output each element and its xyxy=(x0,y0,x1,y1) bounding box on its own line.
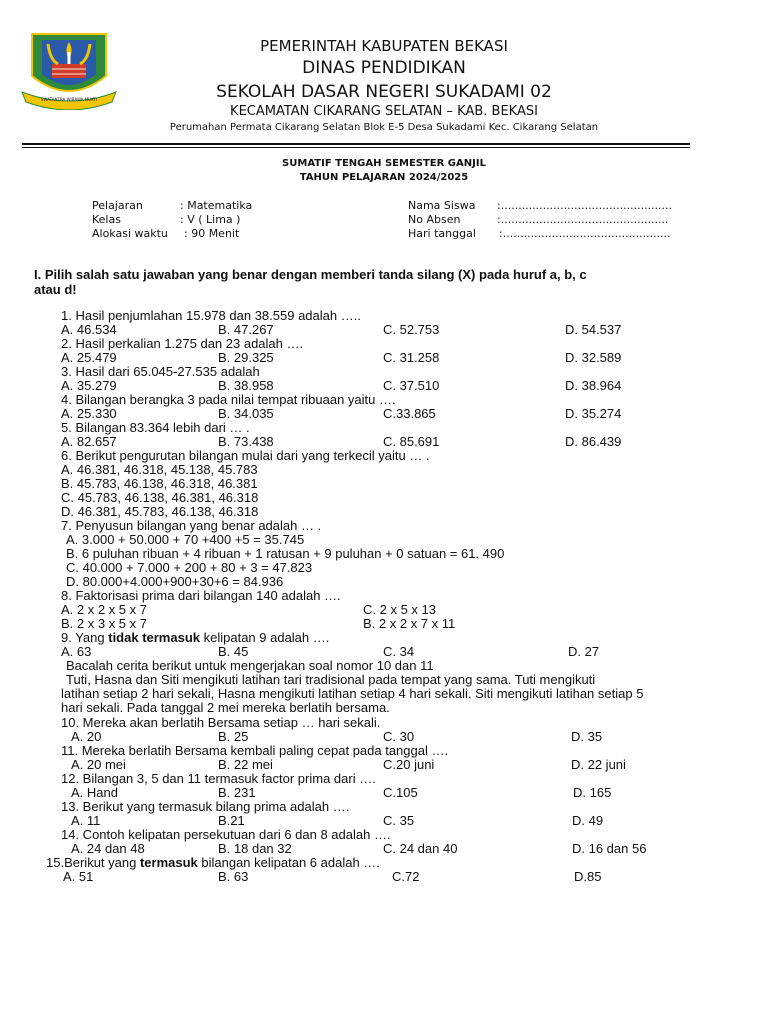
q6-option-d[interactable]: D. 46.381, 45.783, 46.138, 46.318 xyxy=(61,504,259,519)
header-line-2: DINAS PENDIDIKAN xyxy=(302,58,466,78)
q9-text-pre: 9. Yang xyxy=(61,630,109,645)
label-alokasi: Alokasi waktu xyxy=(92,227,168,240)
exam-year: TAHUN PELAJARAN 2024/2025 xyxy=(299,172,469,183)
q7-option-a[interactable]: A. 3.000 + 50.000 + 70 +400 +5 = 35.745 xyxy=(66,532,305,547)
q15-text-pre: 15.Berikut yang xyxy=(46,855,140,870)
q12-option-a[interactable]: A. Hand xyxy=(71,785,118,800)
question-15 xyxy=(46,855,380,870)
question-11: 11. Mereka berlatih Bersama kembali paling cepat pada tanggal …. xyxy=(61,743,449,758)
q14-option-d[interactable]: D. 16 dan 56 xyxy=(572,841,647,856)
q7-option-c[interactable]: C. 40.000 + 7.000 + 200 + 80 + 3 = 47.823 xyxy=(66,560,313,575)
question-14: 14. Contoh kelipatan persekutuan dari 6 dan 8 adalah …. xyxy=(61,827,391,842)
question-12: 12. Bilangan 3, 5 dan 11 termasuk factor prima dari …. xyxy=(61,771,376,786)
q3-option-d[interactable]: D. 38.964 xyxy=(565,378,622,393)
q15-option-a[interactable]: A. 51 xyxy=(63,869,94,884)
q4-option-c[interactable]: C.33.865 xyxy=(383,406,436,421)
header-rule-thick xyxy=(22,143,690,145)
q2-option-c[interactable]: C. 31.258 xyxy=(383,350,440,365)
question-3: 3. Hasil dari 65.045-27.535 adalah xyxy=(61,364,260,379)
story-line-2: latihan setiap 2 hari sekali, Hasna mengikuti latihan setiap 4 hari sekali. Siti mengikuti latihan setiap 5 xyxy=(61,686,644,701)
field-hari-tanggal[interactable]: :................................................ xyxy=(499,227,671,240)
header-district: KECAMATAN CIKARANG SELATAN – KAB. BEKASI xyxy=(230,104,538,119)
q13-option-b[interactable]: B.21 xyxy=(218,813,245,828)
q13-option-a[interactable]: A. 11 xyxy=(71,813,101,828)
exam-title: SUMATIF TENGAH SEMESTER GANJIL xyxy=(282,158,486,169)
q8-option-b[interactable]: B. 2 x 3 x 5 x 7 xyxy=(61,616,147,631)
q15-option-d[interactable]: D.85 xyxy=(574,869,602,884)
q1-option-d[interactable]: D. 54.537 xyxy=(565,322,622,337)
q13-option-c[interactable]: C. 35 xyxy=(383,813,415,828)
q5-option-a[interactable]: A. 82.657 xyxy=(61,434,117,449)
story-intro: Bacalah cerita berikut untuk mengerjakan soal nomor 10 dan 11 xyxy=(66,658,434,673)
question-4: 4. Bilangan berangka 3 pada nilai tempat ribuaan yaitu …. xyxy=(61,392,396,407)
q9-text-post: kelipatan 9 adalah …. xyxy=(200,630,330,645)
svg-text:SWATANTRA WIBAWA MUKTI: SWATANTRA WIBAWA MUKTI xyxy=(40,97,98,102)
q9-text-bold: tidak termasuk xyxy=(108,630,200,645)
q9-option-b[interactable]: B. 45 xyxy=(218,644,249,659)
question-10: 10. Mereka akan berlatih Bersama setiap … hari sekali. xyxy=(61,715,381,730)
q8-option-a[interactable]: A. 2 x 2 x 5 x 7 xyxy=(61,602,147,617)
q9-option-a[interactable]: A. 63 xyxy=(61,644,92,659)
instruction-line-2: atau d! xyxy=(34,282,77,297)
q12-option-c[interactable]: C.105 xyxy=(383,785,418,800)
value-alokasi: : 90 Menit xyxy=(184,227,240,240)
q12-option-d[interactable]: D. 165 xyxy=(573,785,612,800)
story-line-3: hari sekali. Pada tanggal 2 mei mereka berlatih bersama. xyxy=(61,700,390,715)
q15-text-bold: termasuk xyxy=(139,855,198,870)
q10-option-c[interactable]: C. 30 xyxy=(383,729,415,744)
q5-option-b[interactable]: B. 73.438 xyxy=(218,434,274,449)
q14-option-b[interactable]: B. 18 dan 32 xyxy=(218,841,292,856)
q1-option-b[interactable]: B. 47.267 xyxy=(218,322,274,337)
q15-option-c[interactable]: C.72 xyxy=(392,869,420,884)
q9-option-c[interactable]: C. 34 xyxy=(383,644,415,659)
q2-option-b[interactable]: B. 29.325 xyxy=(218,350,274,365)
q10-option-d[interactable]: D. 35 xyxy=(571,729,603,744)
q7-option-d[interactable]: D. 80.000+4.000+900+30+6 = 84.936 xyxy=(66,574,284,589)
question-2: 2. Hasil perkalian 1.275 dan 23 adalah …. xyxy=(61,336,304,351)
header-school-name: SEKOLAH DASAR NEGERI SUKADAMI 02 xyxy=(216,82,552,102)
q14-option-a[interactable]: A. 24 dan 48 xyxy=(71,841,145,856)
q5-option-c[interactable]: C. 85.691 xyxy=(383,434,440,449)
field-no-absen[interactable]: :................................................ xyxy=(497,213,669,226)
q2-option-a[interactable]: A. 25.479 xyxy=(61,350,117,365)
q11-option-c[interactable]: C.20 juni xyxy=(383,757,435,772)
q15-text-post: bilangan kelipatan 6 adalah …. xyxy=(197,855,380,870)
question-1: 1. Hasil penjumlahan 15.978 dan 38.559 adalah ….. xyxy=(61,308,361,323)
value-kelas: : V ( Lima ) xyxy=(180,213,241,226)
question-5: 5. Bilangan 83.364 lebih dari … . xyxy=(61,420,250,435)
q11-option-a[interactable]: A. 20 mei xyxy=(71,757,126,772)
story-line-1: Tuti, Hasna dan Siti mengikuti latihan tari tradisional pada tempat yang sama. Tuti mengikuti xyxy=(66,672,596,687)
q4-option-b[interactable]: B. 34.035 xyxy=(218,406,274,421)
q3-option-c[interactable]: C. 37.510 xyxy=(383,378,440,393)
q8-option-c[interactable]: C. 2 x 5 x 13 xyxy=(363,602,436,617)
q14-option-c[interactable]: C. 24 dan 40 xyxy=(383,841,458,856)
q9-option-d[interactable]: D. 27 xyxy=(568,644,600,659)
q13-option-d[interactable]: D. 49 xyxy=(572,813,604,828)
q4-option-d[interactable]: D. 35.274 xyxy=(565,406,622,421)
question-7: 7. Penyusun bilangan yang benar adalah … . xyxy=(61,518,322,533)
q3-option-a[interactable]: A. 35.279 xyxy=(61,378,117,393)
question-13: 13. Berikut yang termasuk bilang prima adalah …. xyxy=(61,799,350,814)
q15-option-b[interactable]: B. 63 xyxy=(218,869,249,884)
instruction-line-1: I. Pilih salah satu jawaban yang benar dengan memberi tanda silang (X) pada huruf a, b, c xyxy=(34,267,587,282)
label-pelajaran: Pelajaran xyxy=(92,199,143,212)
label-kelas: Kelas xyxy=(92,213,121,226)
label-no-absen: No Absen xyxy=(408,213,461,226)
value-pelajaran: : Matematika xyxy=(180,199,253,212)
q5-option-d[interactable]: D. 86.439 xyxy=(565,434,622,449)
q11-option-d[interactable]: D. 22 juni xyxy=(571,757,626,772)
field-nama-siswa[interactable]: :................................................. xyxy=(497,199,673,212)
label-nama-siswa: Nama Siswa xyxy=(408,199,476,212)
header-rule-thin xyxy=(22,147,690,148)
q11-option-b[interactable]: B. 22 mei xyxy=(218,757,273,772)
label-hari-tanggal: Hari tanggal xyxy=(408,227,476,240)
q7-option-b[interactable]: B. 6 puluhan ribuan + 4 ribuan + 1 ratusan + 9 puluhan + 0 satuan = 61. 490 xyxy=(66,546,505,561)
q12-option-b[interactable]: B. 231 xyxy=(218,785,256,800)
q3-option-b[interactable]: B. 38.958 xyxy=(218,378,274,393)
q8-option-d[interactable]: B. 2 x 2 x 7 x 11 xyxy=(363,616,456,631)
q10-option-b[interactable]: B. 25 xyxy=(218,729,249,744)
q1-option-c[interactable]: C. 52.753 xyxy=(383,322,440,337)
question-8: 8. Faktorisasi prima dari bilangan 140 adalah …. xyxy=(61,588,341,603)
q2-option-d[interactable]: D. 32.589 xyxy=(565,350,622,365)
q1-option-a[interactable]: A. 46.534 xyxy=(61,322,117,337)
question-9 xyxy=(61,630,329,645)
header-line-1: PEMERINTAH KABUPATEN BEKASI xyxy=(260,37,508,55)
question-6: 6. Berikut pengurutan bilangan mulai dari yang terkecil yaitu … . xyxy=(61,448,430,463)
q6-option-b[interactable]: B. 45.783, 46.138, 46.318, 46.381 xyxy=(61,476,258,491)
q6-option-c[interactable]: C. 45.783, 46.138, 46.381, 46.318 xyxy=(61,490,259,505)
q4-option-a[interactable]: A. 25.330 xyxy=(61,406,117,421)
header-address: Perumahan Permata Cikarang Selatan Blok E-5 Desa Sukadami Kec. Cikarang Selatan xyxy=(169,122,599,133)
q10-option-a[interactable]: A. 20 xyxy=(71,729,102,744)
q6-option-a[interactable]: A. 46.381, 46.318, 45.138, 45.783 xyxy=(61,462,258,477)
